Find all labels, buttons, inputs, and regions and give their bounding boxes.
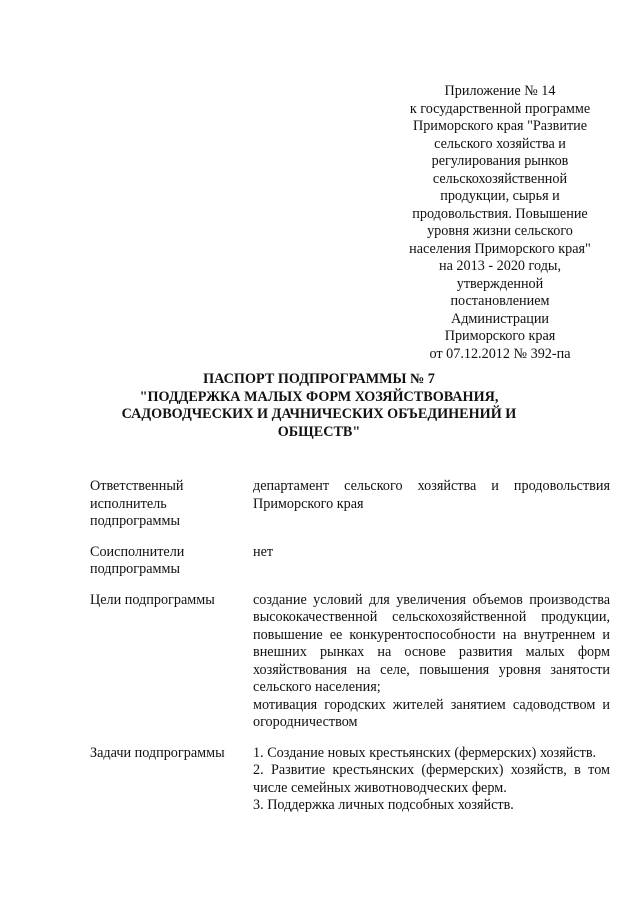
value-paragraph: 2. Развитие крестьянских (фермерских) хозяйств, в том числе семейных животноводческих ферм.	[253, 762, 610, 796]
value-paragraph: 1. Создание новых крестьянских (фермерских) хозяйств.	[253, 744, 597, 761]
value-paragraph: мотивация городских жителей занятием садоводством и огородничеством	[253, 696, 610, 730]
passport-table	[90, 478, 610, 828]
appendix-line: Администрации	[450, 310, 550, 327]
title-line: ОБЩЕСТВ"	[277, 423, 361, 440]
appendix-line: сельскохозяйственной	[432, 170, 568, 187]
value-paragraph: нет	[253, 543, 274, 560]
appendix-line: регулирования рынков	[431, 153, 569, 169]
passport-row-goals	[90, 592, 610, 732]
appendix-line: Приморского края	[444, 328, 556, 344]
appendix-line: продовольствия. Повышение	[412, 205, 588, 222]
title-line: ПАСПОРТ ПОДПРОГРАММЫ № 7	[203, 371, 435, 387]
label-line: Соисполнители	[90, 543, 185, 560]
appendix-line: населения Приморского края"	[409, 240, 591, 257]
label-line: подпрограммы	[90, 561, 180, 577]
appendix-line: Приморского края "Развитие	[412, 118, 588, 134]
appendix-line: Приложение № 14	[444, 83, 556, 99]
appendix-line: продукции, сырья и	[440, 188, 560, 204]
row-value	[253, 745, 610, 815]
appendix-block	[400, 83, 600, 363]
value-paragraph: 3. Поддержка личных подсобных хозяйств.	[253, 797, 514, 813]
label-line: подпрограммы	[90, 513, 180, 529]
row-value	[253, 592, 610, 732]
row-label	[90, 544, 253, 579]
value-paragraph: создание условий для увеличения объемов производства высококачественной сельскохозяйственной продукции, повышение ее конкурентоспособности на внутреннем и внешних рынках на основе развития малых форм хозяйствования на селе, повышения уровня занятости сельского населения;	[253, 591, 610, 695]
label-line: исполнитель	[90, 495, 167, 512]
passport-row-tasks	[90, 745, 610, 815]
label-line: Ответственный	[90, 478, 184, 494]
row-label	[90, 592, 253, 732]
title-line: "ПОДДЕРЖКА МАЛЫХ ФОРМ ХОЗЯЙСТВОВАНИЯ,	[139, 388, 499, 405]
row-value	[253, 544, 610, 579]
document-title	[120, 371, 518, 441]
appendix-line: от 07.12.2012 № 392-па	[429, 345, 571, 362]
value-paragraph: департамент сельского хозяйства и продовольствия Приморского края	[253, 478, 610, 512]
appendix-line: сельского хозяйства и	[434, 135, 566, 152]
appendix-line: утвержденной	[456, 275, 544, 292]
title-line: САДОВОДЧЕСКИХ И ДАЧНИЧЕСКИХ ОБЪЕДИНЕНИЙ И	[121, 406, 517, 422]
label-line: Задачи подпрограммы	[90, 744, 225, 761]
appendix-line: к государственной программе	[409, 100, 591, 117]
row-value	[253, 478, 610, 531]
row-label	[90, 745, 253, 815]
passport-row-responsible	[90, 478, 610, 531]
appendix-line: на 2013 - 2020 годы,	[439, 258, 561, 274]
label-line: Цели подпрограммы	[90, 591, 215, 608]
appendix-line: уровня жизни сельского	[427, 223, 573, 239]
appendix-line: постановлением	[450, 293, 550, 309]
row-label	[90, 478, 253, 531]
passport-row-co-executors	[90, 544, 610, 579]
